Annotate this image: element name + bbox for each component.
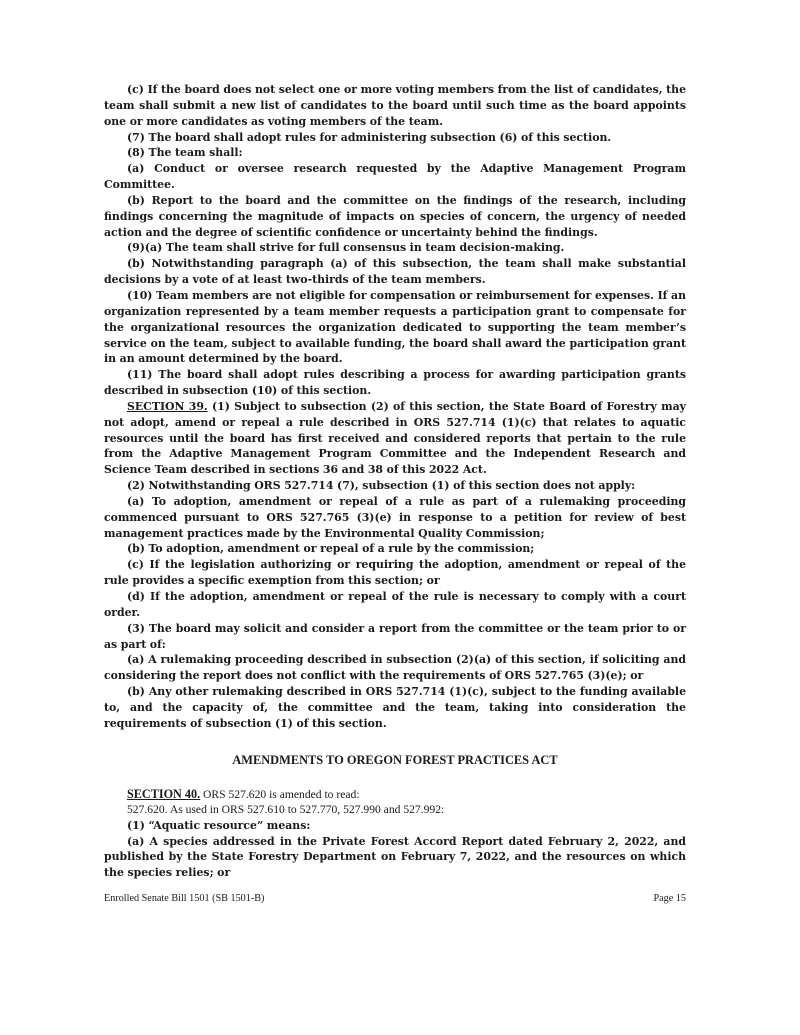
- paragraph: (b) To adoption, amendment or repeal of a rule by the commission;: [127, 542, 535, 556]
- paragraph: (1) “Aquatic resource” means:: [127, 818, 311, 832]
- section-39-text: (1) Subject to subsection (2) of this section, the State Board of Forestry may not adopt, amend or repeal a rule described in ORS 527.714 (1)(c) that relates to aquatic resources until the board has first received and considered reports that pertain to the rule from the Adaptive Management Program Committee and the Independent Research and Science Team described in sections 36 and 38 of this 2022 Act.: [104, 399, 687, 477]
- section-40-paragraph: [104, 787, 686, 803]
- paragraph: (11) The board shall adopt rules describing a process for awarding participation grants described in subsection (10) of this section.: [104, 368, 686, 398]
- footer-bill-title: Enrolled Senate Bill 1501 (SB 1501-B): [104, 893, 265, 904]
- paragraph: (a) A species addressed in the Private Forest Accord Report dated February 2, 2022, and published by the State Forestry Department on February 7, 2022, and the resources on which the species relies; or: [104, 834, 686, 880]
- paragraph: (d) If the adoption, amendment or repeal of the rule is necessary to comply with a court order.: [104, 590, 686, 619]
- paragraph: (b) Report to the board and the committee on the findings of the research, including findings concerning the magnitude of impacts on species of concern, the urgency of needed action and the degree of scientific confidence or uncertainty behind the findings.: [104, 193, 686, 239]
- paragraph: (9)(a) The team shall strive for full consensus in team decision-making.: [127, 241, 565, 255]
- paragraph: (c) If the board does not select one or more voting members from the list of candidates, the team shall submit a new list of candidates to the board until such time as the board appoints one or more candidates as voting members of the team.: [104, 83, 686, 128]
- paragraph-group-mid: [104, 478, 686, 732]
- paragraph: (b) Notwithstanding paragraph (a) of this subsection, the team shall make substantial decisions by a vote of at least two-thirds of the team members.: [104, 257, 686, 287]
- paragraph: (8) The team shall:: [127, 146, 243, 160]
- section-40-label: SECTION 40.: [127, 786, 201, 801]
- section-40-line: 527.620. As used in ORS 527.610 to 527.770, 527.990 and 527.992:: [127, 803, 445, 817]
- paragraph: (3) The board may solicit and consider a report from the committee or the team prior to or as part of:: [104, 621, 686, 651]
- paragraph-group-bottom: [104, 818, 686, 881]
- paragraph: (a) Conduct or oversee research requested by the Adaptive Management Program Committee.: [104, 162, 686, 192]
- section-40-text: ORS 527.620 is amended to read:: [200, 787, 360, 801]
- paragraph: (2) Notwithstanding ORS 527.714 (7), subsection (1) of this section does not apply:: [127, 479, 636, 493]
- paragraph: (b) Any other rulemaking described in ORS 527.714 (1)(c), subject to the funding available to, and the capacity of, the committee and the team, taking into consideration the requirements of subsection (1) of this section.: [104, 685, 686, 730]
- paragraph: (a) To adoption, amendment or repeal of a rule as part of a rulemaking proceeding commenced pursuant to ORS 527.765 (3)(e) in response to a petition for review of best management practices made by the Environmental Quality Commission;: [104, 494, 686, 540]
- page-footer: [104, 893, 686, 904]
- section-39-paragraph: [104, 399, 686, 478]
- paragraph-group-top: [104, 82, 686, 399]
- footer-page-number: Page 15: [653, 893, 686, 904]
- paragraph: (a) A rulemaking proceeding described in subsection (2)(a) of this section, if soliciting and considering the report does not conflict with the requirements of ORS 527.765 (3)(e); or: [104, 653, 686, 683]
- paragraph: (c) If the legislation authorizing or requiring the adoption, amendment or repeal of the rule provides a specific exemption from this section; or: [104, 558, 686, 588]
- paragraph: (10) Team members are not eligible for compensation or reimbursement for expenses. If an organization represented by a team member requests a participation grant to compensate for the organizational resources the organization dedicated to supporting the team member’s service on the team, subject to available funding, the board shall award the participation grant in an amount determined by the board.: [104, 288, 686, 366]
- section-heading: AMENDMENTS TO OREGON FOREST PRACTICES ACT: [232, 752, 558, 767]
- paragraph: (7) The board shall adopt rules for administering subsection (6) of this section.: [127, 130, 612, 144]
- document-page: [104, 82, 686, 881]
- section-39-label: SECTION 39.: [127, 399, 208, 413]
